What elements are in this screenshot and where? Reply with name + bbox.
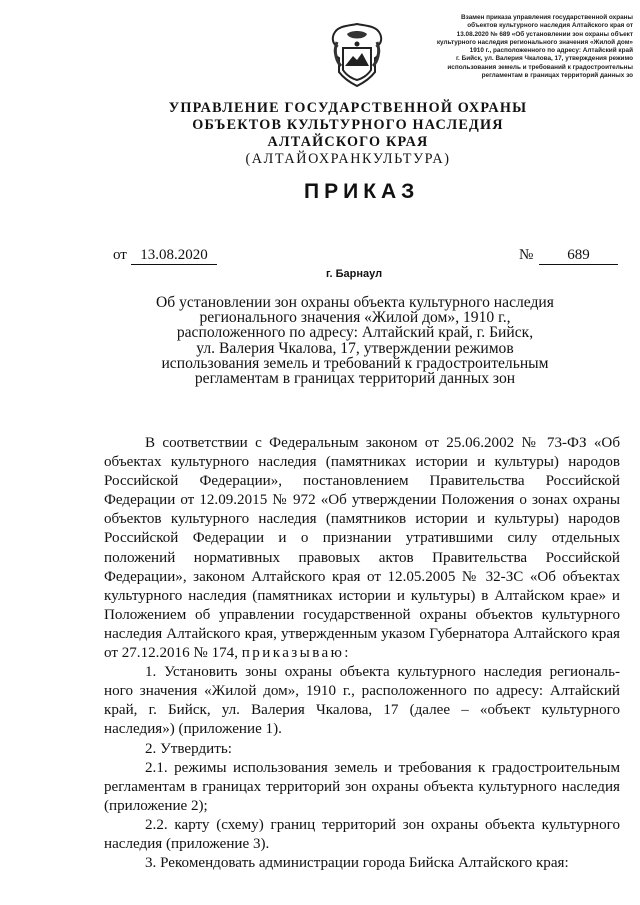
order-item: 1. Установить зоны охраны объекта культурного наследия региональ-ного значения «Жилой дом», 1910 г., расположенного по адресу: Алтайский край, г. Бийск, ул. Валерия Чкалова, 17 (далее – «объект культурного наследия») (приложение 1). [104, 664, 620, 738]
order-item: 2.1. режимы использования земель и требования к градостроительным регламентам в границах территорий зон охраны объекта культурного наследия (приложение 2); [104, 759, 620, 814]
order-item: 2. Утвердить: [145, 740, 232, 757]
preamble-text: В соответствии с Федеральным законом от 25.06.2002 № 73-ФЗ «Об объектах культурного наследия (памятниках истории и культуры) народов Российской Федерации», постановлением Правительства Российской Федерации от 12.09.2015 № 972 «Об утверждении Положения о зонах охраны объектов культурного наследия (памятников истории и культуры) народов Российской Федерации и о признании утратившими силу отдельных положений нормативных правовых актов Правительства Российской Федерации», законом Алтайского края от 12.05.2005 № 32-ЗС «Об объектах культурного наследия (памятниках истории и культуры) в Алтайском крае» и Положением об управлении государственной охраны объектов культурного наследия Алтайского края, утвержденным указом Губернатора Алтайского края от 27.12.2016 № 174, [104, 435, 620, 662]
subject-line: использования земель и требований к градостроительным [161, 354, 549, 372]
subject-line: расположенного по адресу: Алтайский край, г. Бийск, [176, 324, 534, 342]
city: г. Барнаул [326, 268, 383, 280]
order-word: приказываю: [241, 645, 351, 662]
replacement-note-line: объектов культурного наследия Алтайского края от [467, 22, 633, 30]
replacement-note [418, 14, 633, 80]
order-item: 2.2. карту (схему) границ территорий зон охраны объекта культурного наследия (приложение 3). [104, 816, 620, 852]
number-label: № [519, 247, 534, 263]
document-subject [130, 295, 580, 386]
replacement-note-line: 1910 г., расположенного по адресу: Алтайский край [469, 47, 633, 55]
org-line: АЛТАЙСКОГО КРАЯ [267, 134, 429, 150]
document-date: 13.08.2020 [131, 247, 217, 265]
subject-line: ул. Валерия Чкалова, 17, утверждении режимов [196, 339, 514, 357]
replacement-note-line: 13.08.2020 № 689 «Об установлении зон охраны объект [456, 30, 633, 38]
org-abbreviation: (АЛТАЙОХРАНКУЛЬТУРА) [245, 151, 451, 167]
replacement-note-line: г. Бийск, ул. Валерия Чкалова, 17, утверждения режимо [456, 55, 633, 63]
replacement-note-line: культурного наследия регионального значения «Жилой дом» [436, 38, 633, 46]
document-number: 689 [539, 247, 618, 265]
replacement-note-line: Взамен приказа управления государственной охраны [460, 14, 633, 21]
coat-of-arms-icon [329, 22, 385, 88]
replacement-note-line: использования земель и требований к градостроительны [447, 63, 633, 71]
subject-line: регионального значения «Жилой дом», 1910 г., [199, 309, 511, 327]
order-item: 3. Рекомендовать администрации города Бийска Алтайского края: [145, 855, 569, 872]
org-line: УПРАВЛЕНИЕ ГОСУДАРСТВЕННОЙ ОХРАНЫ [168, 100, 528, 116]
org-line: ОБЪЕКТОВ КУЛЬТУРНОГО НАСЛЕДИЯ [192, 117, 504, 133]
organization-header [0, 100, 640, 168]
document-type: ПРИКАЗ [304, 180, 420, 203]
subject-line: Об установлении зон охраны объекта культурного наследия [156, 294, 554, 311]
replacement-note-line: регламентам в границах территорий данных зо [481, 72, 633, 80]
subject-line: регламентам в границах территорий данных зон [194, 370, 516, 388]
date-label: от [113, 247, 127, 263]
document-body [104, 434, 620, 873]
preamble-paragraph [104, 434, 620, 663]
